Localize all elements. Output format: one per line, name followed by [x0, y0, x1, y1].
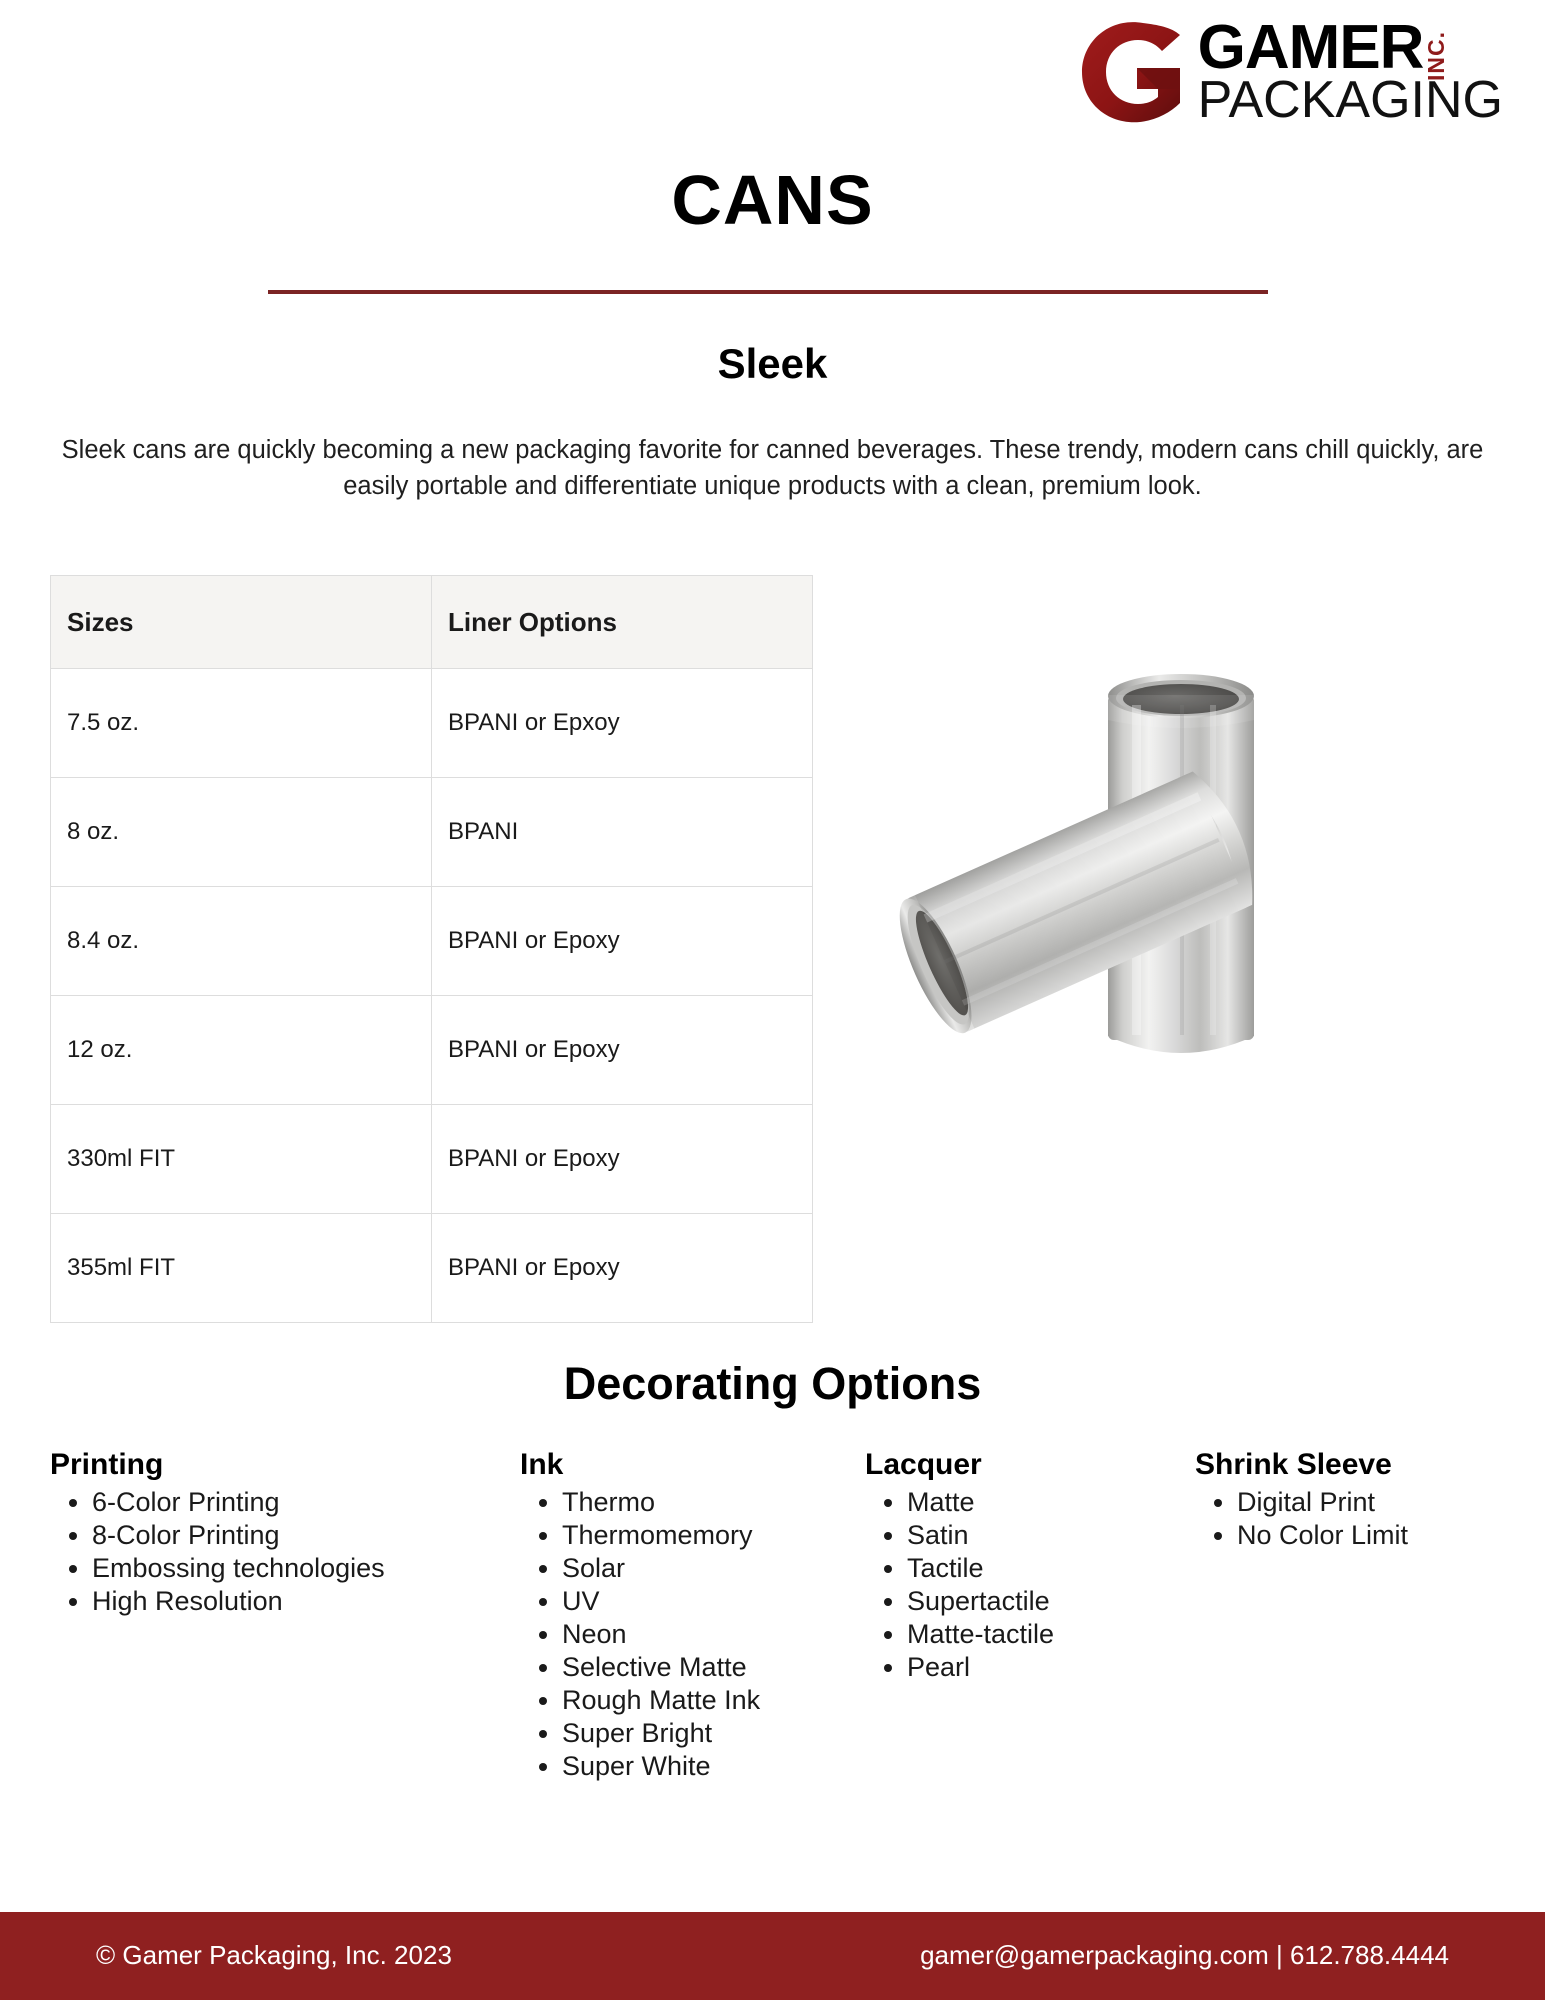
- list-item: • 8-Color Printing: [92, 1519, 520, 1552]
- cell-liner: BPANI or Epoxy: [432, 887, 813, 996]
- decorating-heading-lacquer: Lacquer: [865, 1448, 982, 1481]
- cell-liner: BPANI or Epoxy: [432, 996, 813, 1105]
- table-row: [51, 669, 813, 778]
- page-title: CANS: [671, 161, 874, 239]
- list-item: • Selective Matte: [562, 1651, 865, 1684]
- section-subtitle: Sleek: [717, 340, 828, 387]
- cell-liner: BPANI or Epoxy: [432, 1105, 813, 1214]
- cell-size: 8.4 oz.: [51, 887, 432, 996]
- cell-size: 330ml FIT: [51, 1105, 432, 1214]
- company-logo: [1080, 13, 1503, 130]
- list-item: • Matte-tactile: [907, 1618, 1195, 1651]
- gamer-g-logo-icon: [1080, 21, 1192, 123]
- list-item: • Rough Matte Ink: [562, 1684, 865, 1717]
- logo-packaging-text: PACKAGING: [1197, 71, 1503, 130]
- decorating-column-lacquer: [865, 1448, 1195, 1684]
- list-item: • Neon: [562, 1618, 865, 1651]
- cell-size: 8 oz.: [51, 778, 432, 887]
- list-item: • Super White: [562, 1750, 865, 1783]
- logo-wordmark: [1197, 13, 1503, 130]
- cell-liner: BPANI or Epxoy: [432, 669, 813, 778]
- footer-contact[interactable]: gamer@gamerpackaging.com | 612.788.4444: [920, 1940, 1449, 1970]
- list-item: • Pearl: [907, 1651, 1195, 1684]
- decorating-list-printing: [50, 1486, 520, 1618]
- list-item: • UV: [562, 1585, 865, 1618]
- cell-liner: BPANI or Epoxy: [432, 1214, 813, 1323]
- table-header-row: [51, 576, 813, 669]
- list-item: • Solar: [562, 1552, 865, 1585]
- table-row: [51, 1214, 813, 1323]
- list-item: • Matte: [907, 1486, 1195, 1519]
- cell-liner: BPANI: [432, 778, 813, 887]
- list-item: • Thermomemory: [562, 1519, 865, 1552]
- list-item: • Supertactile: [907, 1585, 1195, 1618]
- decorating-column-printing: [50, 1448, 520, 1618]
- decorating-column-shrink-sleeve: [1195, 1448, 1510, 1552]
- cell-size: 12 oz.: [51, 996, 432, 1105]
- decorating-column-ink: [520, 1448, 865, 1782]
- column-header-sizes: Sizes: [51, 576, 432, 669]
- table-row: [51, 887, 813, 996]
- table-row: [51, 996, 813, 1105]
- decorating-heading-shrink-sleeve: Shrink Sleeve: [1195, 1448, 1392, 1481]
- decorating-list-lacquer: [865, 1486, 1195, 1684]
- logo-inc-text: INC.: [1423, 31, 1450, 82]
- decorating-list-ink: [520, 1486, 865, 1782]
- list-item: • Embossing technologies: [92, 1552, 520, 1585]
- cell-size: 7.5 oz.: [51, 669, 432, 778]
- list-item: • Digital Print: [1237, 1486, 1510, 1519]
- decorating-options-title: Decorating Options: [563, 1358, 982, 1409]
- decorating-heading-ink: Ink: [520, 1448, 564, 1481]
- logo-gamer-text: GAMER: [1197, 13, 1424, 83]
- table-row: [51, 778, 813, 887]
- decorating-options-columns: [50, 1448, 1510, 1782]
- list-item: • Tactile: [907, 1552, 1195, 1585]
- decorating-list-shrink-sleeve: [1195, 1486, 1510, 1552]
- specs-table: [50, 575, 813, 1323]
- title-divider: [268, 290, 1268, 294]
- footer-copyright: © Gamer Packaging, Inc. 2023: [96, 1940, 452, 1970]
- decorating-heading-printing: Printing: [50, 1448, 164, 1481]
- section-intro-paragraph: Sleek cans are quickly becoming a new packaging favorite for canned beverages. These trendy, modern cans chill quickly, are easily portable and differentiate unique products with a clean, premium look.: [61, 436, 1484, 501]
- list-item: • No Color Limit: [1237, 1519, 1510, 1552]
- list-item: • 6-Color Printing: [92, 1486, 520, 1519]
- table-body: [51, 669, 813, 1323]
- list-item: • Thermo: [562, 1486, 865, 1519]
- page-footer: [0, 1912, 1545, 2000]
- product-photo-cans: [880, 650, 1440, 1190]
- cell-size: 355ml FIT: [51, 1214, 432, 1323]
- list-item: • Super Bright: [562, 1717, 865, 1750]
- table-row: [51, 1105, 813, 1214]
- column-header-liner-options: Liner Options: [432, 576, 813, 669]
- list-item: • High Resolution: [92, 1585, 520, 1618]
- list-item: • Satin: [907, 1519, 1195, 1552]
